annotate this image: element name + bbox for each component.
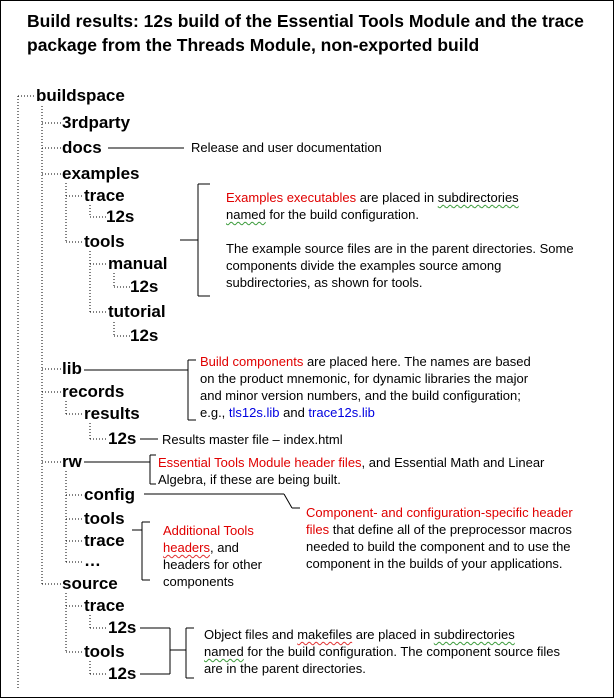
lib-example-trace: trace12s.lib — [308, 405, 375, 420]
node-lib: lib — [62, 359, 82, 378]
note-lib: Build components are placed here. The names are based on the product mnemonic, for dynamic libraries the major and minor version numbers, and the build configuration; e.g., tls12s.lib and trace12s.lib — [200, 354, 531, 420]
note-examples-1: Examples executables are placed in subdirectories named for the build configuration. — [226, 190, 519, 222]
node-examples-tools: tools — [84, 232, 125, 251]
note-rw: Essential Tools Module header files, and Essential Math and Linear Algebra, if these are being built. — [158, 455, 545, 487]
node-rw-trace: trace — [84, 531, 125, 550]
note-config-highlight: Component- and configuration-specific header files — [306, 505, 573, 537]
lib-example-tls: tls12s.lib — [228, 405, 280, 420]
node-tutorial: tutorial — [108, 302, 166, 321]
node-source-trace: trace — [84, 596, 125, 615]
note-docs: Release and user documentation — [191, 140, 382, 155]
node-rw-tools: tools — [84, 509, 125, 528]
node-source-tools-12s: 12s — [108, 664, 137, 683]
note-lib-highlight: Build components — [200, 354, 304, 369]
note-results: Results master file – index.html — [162, 432, 343, 447]
note-rw-highlight: Essential Tools Module header files — [158, 455, 362, 470]
note-examples-highlight: Examples executables — [226, 190, 357, 205]
note-config: Component- and configuration-specific header files that define all of the preprocessor macros needed to build the component and to use the component in the builds of your applications. — [306, 505, 573, 571]
node-3rdparty: 3rdparty — [62, 113, 131, 132]
node-records: records — [62, 382, 125, 401]
diagram-title: Build results: 12s build of the Essential Tools Module and the trace package from the Threads Module, non-exported build — [27, 11, 584, 55]
node-manual-12s: 12s — [130, 277, 159, 296]
node-config: config — [84, 485, 135, 504]
note-examples-2: The example source files are in the parent directories. Some components divide the examples source among subdirectories, as shown for tools. — [226, 241, 574, 290]
node-buildspace: buildspace — [36, 86, 125, 105]
note-source: Object files and makefiles are placed in subdirectories named for the build configuration. The component source files are in the parent directories. — [204, 627, 561, 676]
node-rw-ellipsis: … — [84, 551, 101, 570]
node-rw: rw — [62, 452, 82, 471]
node-examples-trace-12s: 12s — [106, 207, 135, 226]
node-examples-trace: trace — [84, 186, 125, 205]
node-tutorial-12s: 12s — [130, 326, 159, 345]
node-manual: manual — [108, 254, 168, 273]
node-results-12s: 12s — [108, 429, 137, 448]
note-tools: Additional Tools headers, and headers for other components — [163, 523, 263, 589]
node-source: source — [62, 574, 118, 593]
node-examples: examples — [62, 164, 140, 183]
node-results: results — [84, 404, 140, 423]
node-source-trace-12s: 12s — [108, 618, 137, 637]
node-source-tools: tools — [84, 642, 125, 661]
node-docs: docs — [62, 138, 102, 157]
